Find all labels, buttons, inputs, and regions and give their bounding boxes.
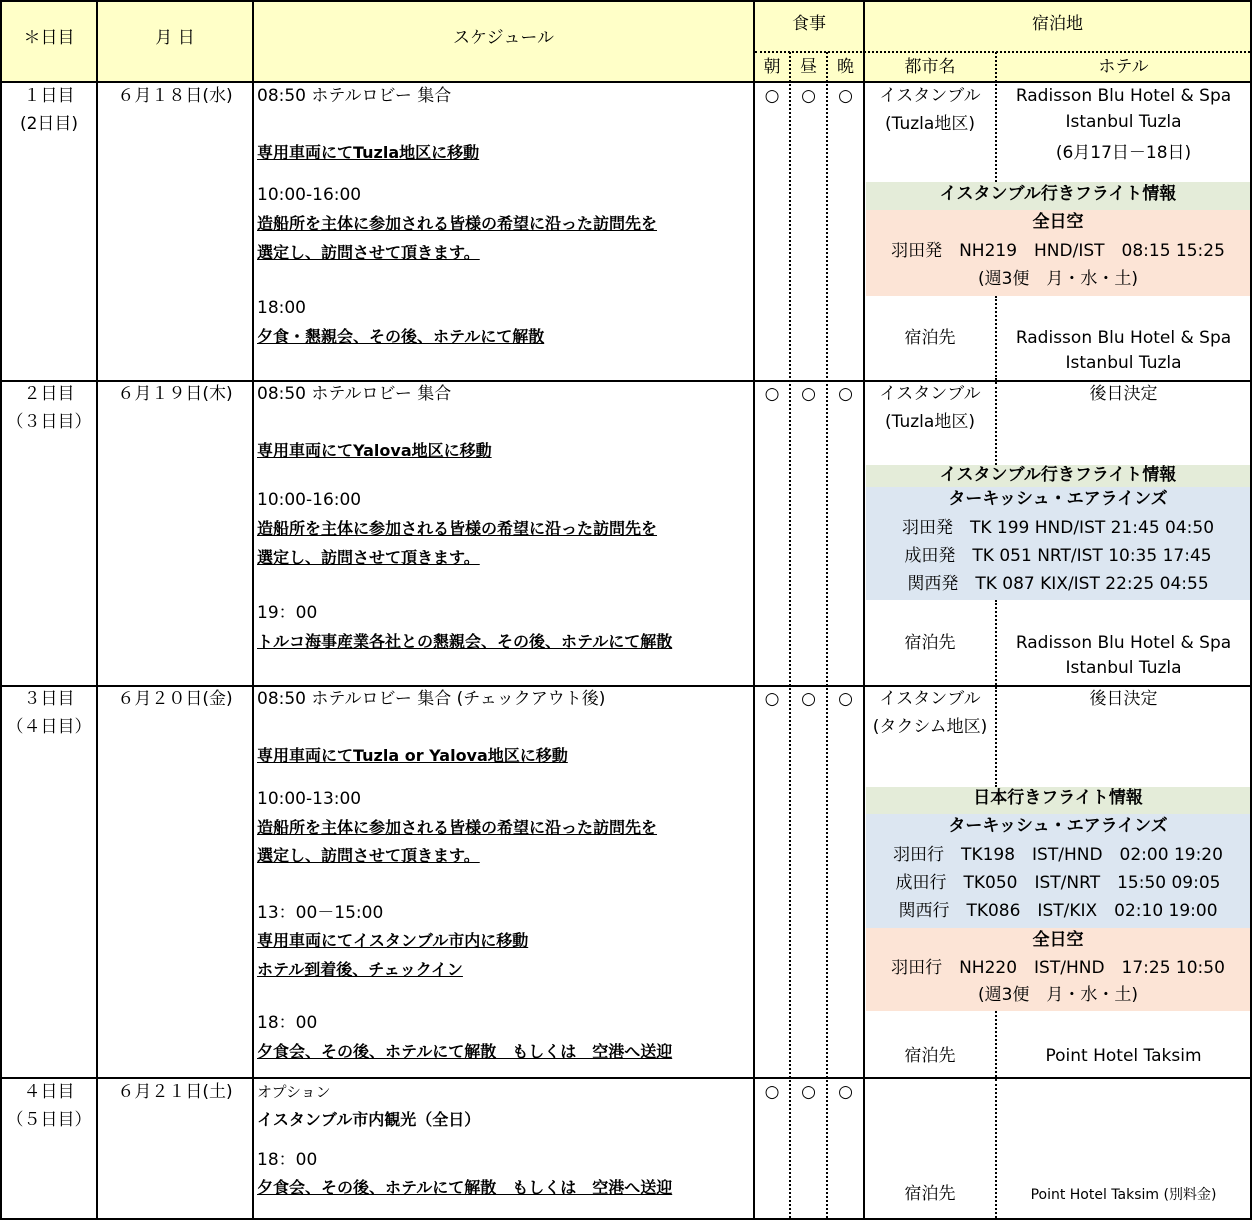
dotted-divider — [995, 1011, 997, 1077]
stay-hotel: Istanbul Tuzla — [1065, 353, 1182, 373]
meal-breakfast: ○ — [764, 384, 780, 404]
schedule-line: 専用車両にてTuzla地区に移動 — [257, 143, 480, 162]
flight-line: 羽田行 NH220 IST/HND 17:25 10:50 — [891, 958, 1225, 978]
schedule-line: 夕食・懇親会、その後、ホテルにて解散 — [257, 327, 545, 346]
airline-name: 全日空 — [1032, 930, 1084, 950]
stay-label: 宿泊先 — [904, 633, 956, 653]
schedule-line: 造船所を主体に参加される皆様の希望に沿った訪問先を — [257, 519, 658, 538]
schedule-line: イスタンブル市内観光（全日） — [257, 1110, 481, 1129]
flight-line: 関西発 TK 087 KIX/IST 22:25 04:55 — [907, 574, 1209, 594]
meal-lunch: ○ — [801, 1082, 816, 1102]
schedule-line: 選定し、訪問させて頂きます。 — [257, 243, 480, 262]
meal-breakfast: ○ — [764, 86, 780, 106]
flight-info-title: 日本行きフライト情報 — [973, 788, 1143, 808]
schedule-line: 選定し、訪問させて頂きます。 — [257, 846, 480, 865]
city-sub: (タクシム地区) — [872, 717, 988, 737]
city-name: イスタンブル — [879, 384, 981, 404]
schedule-line: 造船所を主体に参加される皆様の希望に沿った訪問先を — [257, 214, 658, 233]
border — [0, 1077, 1252, 1079]
schedule-line: 08:50 ホテルロビー 集合 — [257, 384, 452, 404]
header-breakfast: 朝 — [763, 57, 781, 77]
stay-hotel: Istanbul Tuzla — [1065, 658, 1182, 678]
meal-dinner: ○ — [838, 1082, 853, 1102]
schedule-line: トルコ海事産業各社との懇親会、その後、ホテルにて解散 — [257, 632, 673, 651]
header-dinner: 晩 — [837, 57, 854, 77]
meal-dinner: ○ — [838, 689, 853, 709]
border — [0, 380, 1252, 382]
hotel-name: Radisson Blu Hotel & Spa — [1015, 86, 1232, 106]
hotel-name: 後日決定 — [1089, 689, 1158, 709]
border — [863, 0, 865, 1220]
stay-label: 宿泊先 — [904, 328, 956, 348]
border — [753, 0, 755, 1220]
border — [0, 0, 1252, 2]
schedule-line: ホテル到着後、チェックイン — [257, 960, 463, 979]
border — [0, 685, 1252, 687]
flight-line: 成田行 TK050 IST/NRT 15:50 09:05 — [895, 873, 1221, 893]
header-date: 月 日 — [155, 28, 195, 48]
meal-breakfast: ○ — [764, 689, 780, 709]
airline-name: ターキッシュ・エアラインズ — [948, 489, 1168, 509]
flight-info-title: イスタンブル行きフライト情報 — [939, 184, 1177, 204]
header-meal: 食事 — [792, 14, 826, 34]
schedule-line: 19：00 — [257, 603, 318, 623]
schedule-line: 08:50 ホテルロビー 集合 — [257, 86, 452, 106]
schedule-line: 10:00-13:00 — [257, 789, 362, 809]
city-name: イスタンブル — [879, 86, 981, 106]
meal-breakfast: ○ — [764, 1082, 780, 1102]
header-day: ＊日目 — [23, 28, 75, 48]
border — [252, 0, 254, 1220]
flight-info-title: イスタンブル行きフライト情報 — [939, 465, 1177, 485]
day-sub-label: （４日目） — [6, 717, 92, 737]
city-sub: (Tuzla地区) — [885, 114, 975, 134]
day-sub-label: （３日目） — [6, 412, 92, 432]
schedule-line: 造船所を主体に参加される皆様の希望に沿った訪問先を — [257, 818, 658, 837]
date-label: ６月２１日(土) — [117, 1082, 233, 1102]
flight-line: 羽田発 NH219 HND/IST 08:15 15:25 — [891, 241, 1225, 261]
header-schedule: スケジュール — [453, 28, 554, 48]
stay-label: 宿泊先 — [904, 1046, 956, 1066]
schedule-line: 専用車両にてイスタンブル市内に移動 — [257, 931, 529, 950]
hotel-name: Istanbul Tuzla — [1065, 112, 1182, 132]
day-label: ３日目 — [23, 689, 75, 709]
schedule-line: 13：00－15:00 — [257, 903, 384, 923]
header-city: 都市名 — [904, 57, 956, 77]
schedule-line: 18:00 — [257, 298, 306, 318]
stay-hotel: Radisson Blu Hotel & Spa — [1015, 633, 1232, 653]
dotted-divider — [755, 51, 1250, 53]
city-name: イスタンブル — [879, 689, 981, 709]
day-label: ４日目 — [23, 1082, 75, 1102]
day-label: １日目 — [23, 86, 75, 106]
hotel-dates: (6月17日－18日) — [1055, 143, 1192, 163]
flight-line: 羽田行 TK198 IST/HND 02:00 19:20 — [893, 845, 1223, 865]
stay-hotel: Radisson Blu Hotel & Spa — [1015, 328, 1232, 348]
stay-label: 宿泊先 — [904, 1184, 956, 1204]
day-label: ２日目 — [23, 384, 75, 404]
dotted-divider — [789, 52, 791, 1218]
header-stay: 宿泊地 — [1032, 14, 1083, 34]
day-sub-label: (2日目) — [19, 114, 79, 134]
flight-line: (週3便 月・水・土) — [977, 269, 1139, 289]
meal-dinner: ○ — [838, 384, 853, 404]
date-label: ６月２０日(金) — [117, 689, 233, 709]
border — [0, 0, 2, 1220]
schedule-line: オプション — [257, 1083, 331, 1101]
meal-lunch: ○ — [801, 86, 816, 106]
day-sub-label: （５日目） — [6, 1110, 92, 1130]
schedule-line: 18：00 — [257, 1150, 318, 1170]
hotel-name: 後日決定 — [1089, 384, 1158, 404]
schedule-line: 専用車両にてTuzla or Yalova地区に移動 — [257, 746, 568, 765]
flight-line: 羽田発 TK 199 HND/IST 21:45 04:50 — [901, 518, 1215, 538]
airline-name: 全日空 — [1032, 212, 1084, 232]
stay-hotel: Point Hotel Taksim (別料金) — [1030, 1187, 1217, 1203]
meal-lunch: ○ — [801, 689, 816, 709]
flight-line: (週3便 月・水・土) — [977, 985, 1139, 1005]
airline-name: ターキッシュ・エアラインズ — [948, 816, 1168, 836]
stay-hotel: Point Hotel Taksim — [1045, 1046, 1202, 1066]
header-hotel: ホテル — [1098, 57, 1149, 77]
date-label: ６月１８日(水) — [117, 86, 233, 106]
schedule-line: 18：00 — [257, 1013, 318, 1033]
schedule-line: 08:50 ホテルロビー 集合 (チェックアウト後) — [257, 689, 606, 709]
flight-line: 成田発 TK 051 NRT/IST 10:35 17:45 — [904, 546, 1212, 566]
border — [0, 81, 1252, 83]
city-sub: (Tuzla地区) — [885, 412, 975, 432]
dotted-divider — [826, 52, 828, 1218]
header-lunch: 昼 — [800, 57, 817, 77]
schedule-line: 夕食会、その後、ホテルにて解散 もしくは 空港へ送迎 — [257, 1178, 673, 1197]
schedule-line: 10:00-16:00 — [257, 490, 362, 510]
schedule-line: 選定し、訪問させて頂きます。 — [257, 548, 480, 567]
flight-line: 関西行 TK086 IST/KIX 02:10 19:00 — [898, 901, 1218, 921]
border — [96, 0, 98, 1220]
date-label: ６月１９日(木) — [117, 384, 233, 404]
schedule-line: 夕食会、その後、ホテルにて解散 もしくは 空港へ送迎 — [257, 1042, 673, 1061]
meal-dinner: ○ — [838, 86, 853, 106]
meal-lunch: ○ — [801, 384, 816, 404]
schedule-line: 専用車両にてYalova地区に移動 — [257, 441, 492, 460]
schedule-line: 10:00-16:00 — [257, 185, 362, 205]
